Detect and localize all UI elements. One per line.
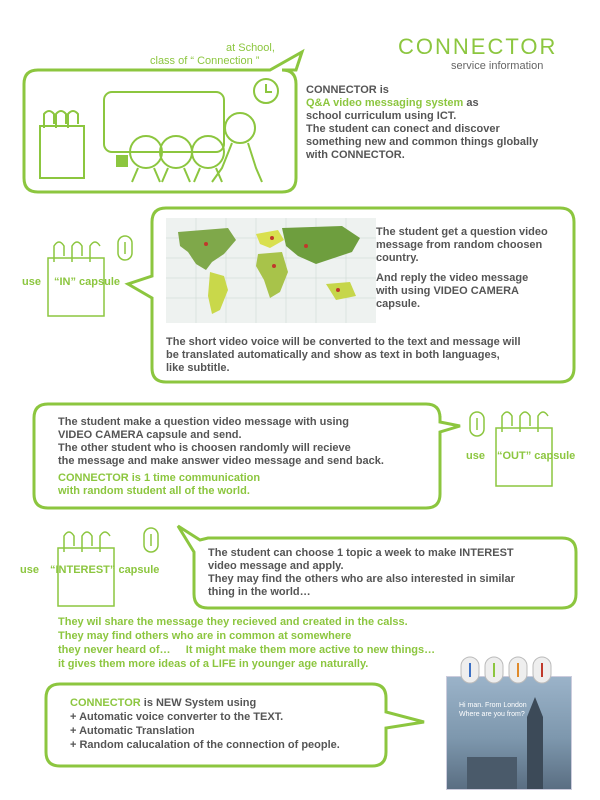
in-capsule-label: “IN” capsule: [54, 276, 121, 288]
out-l4: the message and make answer video message and send back.: [58, 455, 384, 467]
share-l4: it gives them more ideas of a LIFE in younger age naturally.: [58, 658, 369, 670]
share-l1: They wil share the message they recieved and created in the calss.: [58, 616, 408, 628]
scene-label-2: class of “ Connection ”: [150, 55, 260, 67]
intro-line3: school curriculum using ICT.: [306, 110, 457, 122]
in-para3-l1: The short video voice will be converted to the text and message will: [166, 336, 521, 348]
system-l2: + Automatic voice converter to the TEXT.: [70, 711, 284, 723]
system-brand: CONNECTOR: [70, 697, 141, 709]
share-l3: they never heard of… It might make them more active to new things…: [58, 644, 436, 656]
interest-l3: They may find the others who are also interested in similar: [208, 573, 515, 585]
intro-line5: something new and common things globally: [306, 136, 539, 148]
in-use-label: use: [22, 276, 41, 288]
in-para3-l2: be translated automatically and show as text in both languages,: [166, 349, 500, 361]
interest-l4: thing in the world…: [208, 586, 311, 598]
intro-line6: with CONNECTOR.: [306, 149, 405, 161]
out-l1: The student make a question video message with using: [58, 416, 349, 428]
system-l3: + Automatic Translation: [70, 725, 195, 737]
intro-highlight: Q&A video messaging system: [306, 97, 464, 109]
in-para3-l3: like subtitle.: [166, 362, 230, 374]
system-l1-rest: is NEW System using: [140, 697, 257, 709]
in-para1-l3: country.: [376, 252, 419, 264]
intro-line1: CONNECTOR is: [306, 84, 389, 96]
in-para1-l2: message from random choosen: [376, 239, 543, 251]
device-photo: [446, 676, 572, 790]
share-l2: They may find others who are in common at somewhere: [58, 630, 352, 642]
out-g1: CONNECTOR is 1 time communication: [58, 472, 261, 484]
in-para2-l2: with using VIDEO CAMERA: [376, 285, 519, 297]
photo-caption-1: Hi man. From London: [459, 702, 527, 709]
page-title: CONNECTOR: [398, 34, 558, 59]
interest-use-label: use: [20, 564, 39, 576]
intro-line4: The student can conect and discover: [306, 123, 500, 135]
interest-l2: video message and apply.: [208, 560, 344, 572]
out-use-label: use: [466, 450, 485, 462]
interest-l1: The student can choose 1 topic a week to make INTEREST: [208, 547, 514, 559]
photo-caption-2: Where are you from?: [459, 711, 525, 718]
out-g2: with random student all of the world.: [58, 485, 250, 497]
page-subtitle: service information: [451, 60, 544, 72]
out-l2: VIDEO CAMERA capsule and send.: [58, 429, 242, 441]
out-l3: The other student who is choosen randomly will recieve: [58, 442, 351, 454]
system-l1: [70, 697, 256, 710]
in-para2-l1: And reply the video message: [376, 272, 529, 284]
system-l4: + Random calucalation of the connection of people.: [70, 739, 340, 751]
intro-line2-rest: as: [463, 97, 479, 109]
in-para2-l3: capsule.: [376, 298, 421, 310]
in-para1-l1: The student get a question video: [376, 226, 548, 238]
out-capsule-label: “OUT” capsule: [497, 450, 576, 462]
interest-capsule-label: “INTEREST” capsule: [50, 564, 160, 576]
scene-label-1: at School,: [226, 42, 275, 54]
